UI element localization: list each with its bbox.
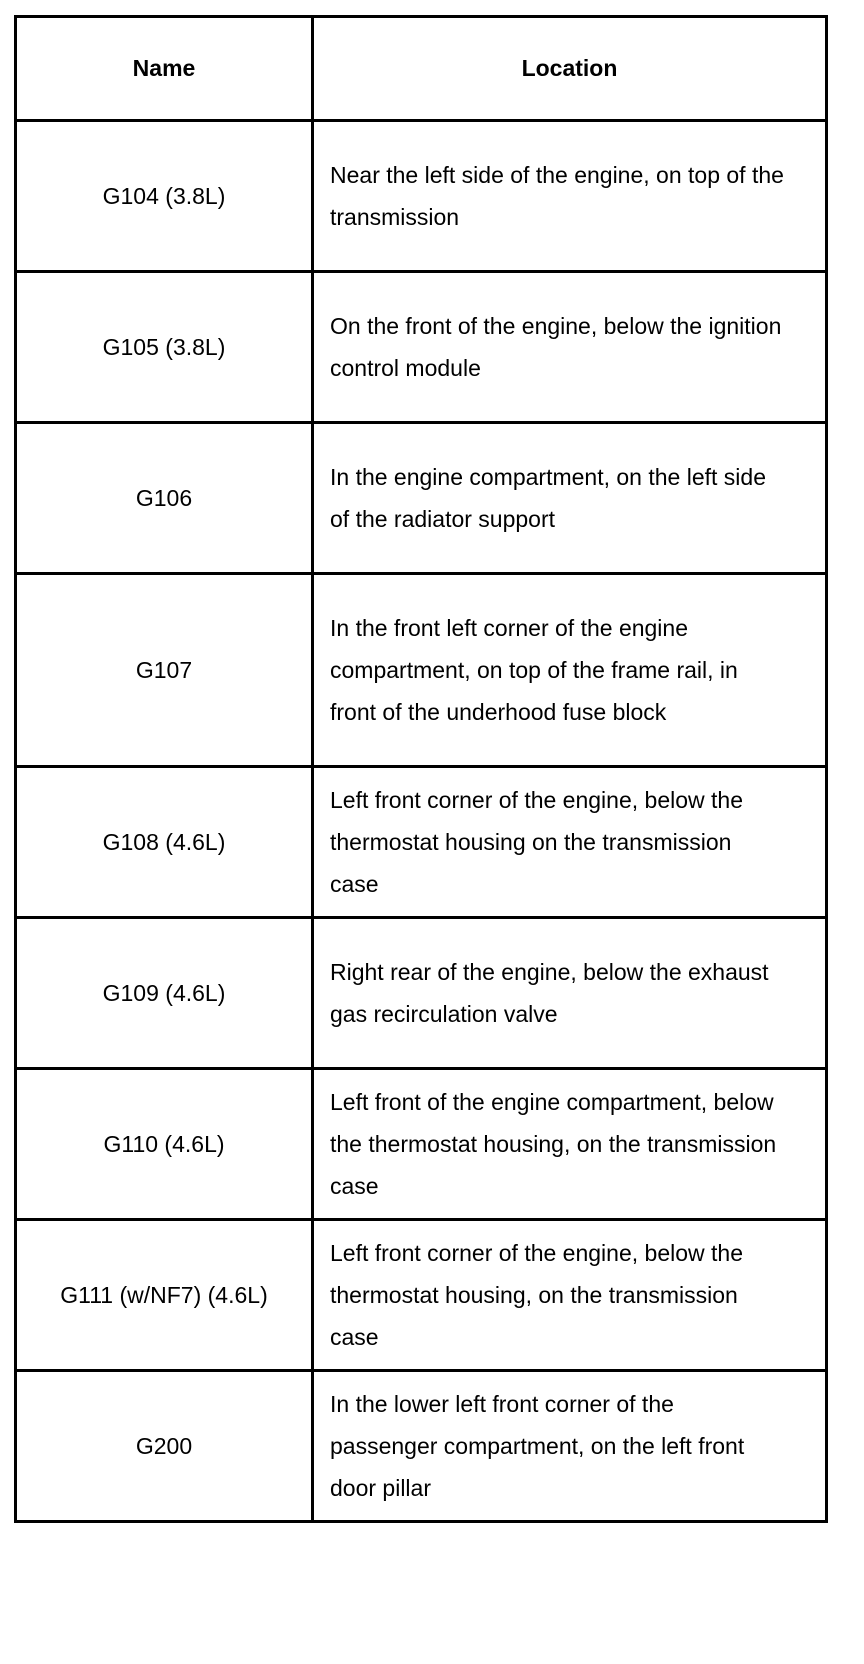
ground-location: In the front left corner of the engine compartment, on top of the frame rail, in front of the underhood fuse block	[313, 574, 827, 767]
table-row	[16, 121, 827, 272]
ground-name: G110 (4.6L)	[16, 1069, 313, 1220]
ground-location: Left front corner of the engine, below the thermostat housing on the transmission case	[313, 767, 827, 918]
table-header	[16, 17, 827, 121]
ground-name: G105 (3.8L)	[16, 272, 313, 423]
table-row	[16, 767, 827, 918]
table-row	[16, 423, 827, 574]
ground-location: Left front corner of the engine, below the thermostat housing, on the transmission case	[313, 1220, 827, 1371]
header-row	[16, 17, 827, 121]
ground-location: On the front of the engine, below the ignition control module	[313, 272, 827, 423]
table-row	[16, 1069, 827, 1220]
ground-name: G108 (4.6L)	[16, 767, 313, 918]
ground-name: G106	[16, 423, 313, 574]
ground-locations-table	[14, 15, 828, 1523]
location-column-header: Location	[313, 17, 827, 121]
table-body	[16, 121, 827, 1522]
ground-name: G200	[16, 1371, 313, 1522]
ground-location: In the lower left front corner of the passenger compartment, on the left front door pillar	[313, 1371, 827, 1522]
ground-location: Left front of the engine compartment, below the thermostat housing, on the transmission case	[313, 1069, 827, 1220]
ground-location: In the engine compartment, on the left side of the radiator support	[313, 423, 827, 574]
table-row	[16, 1220, 827, 1371]
table-row	[16, 574, 827, 767]
name-column-header: Name	[16, 17, 313, 121]
ground-name: G109 (4.6L)	[16, 918, 313, 1069]
ground-name: G107	[16, 574, 313, 767]
ground-location: Near the left side of the engine, on top of the transmission	[313, 121, 827, 272]
ground-name: G104 (3.8L)	[16, 121, 313, 272]
table-row	[16, 1371, 827, 1522]
ground-location: Right rear of the engine, below the exhaust gas recirculation valve	[313, 918, 827, 1069]
table-row	[16, 272, 827, 423]
ground-name: G111 (w/NF7) (4.6L)	[16, 1220, 313, 1371]
table-row	[16, 918, 827, 1069]
